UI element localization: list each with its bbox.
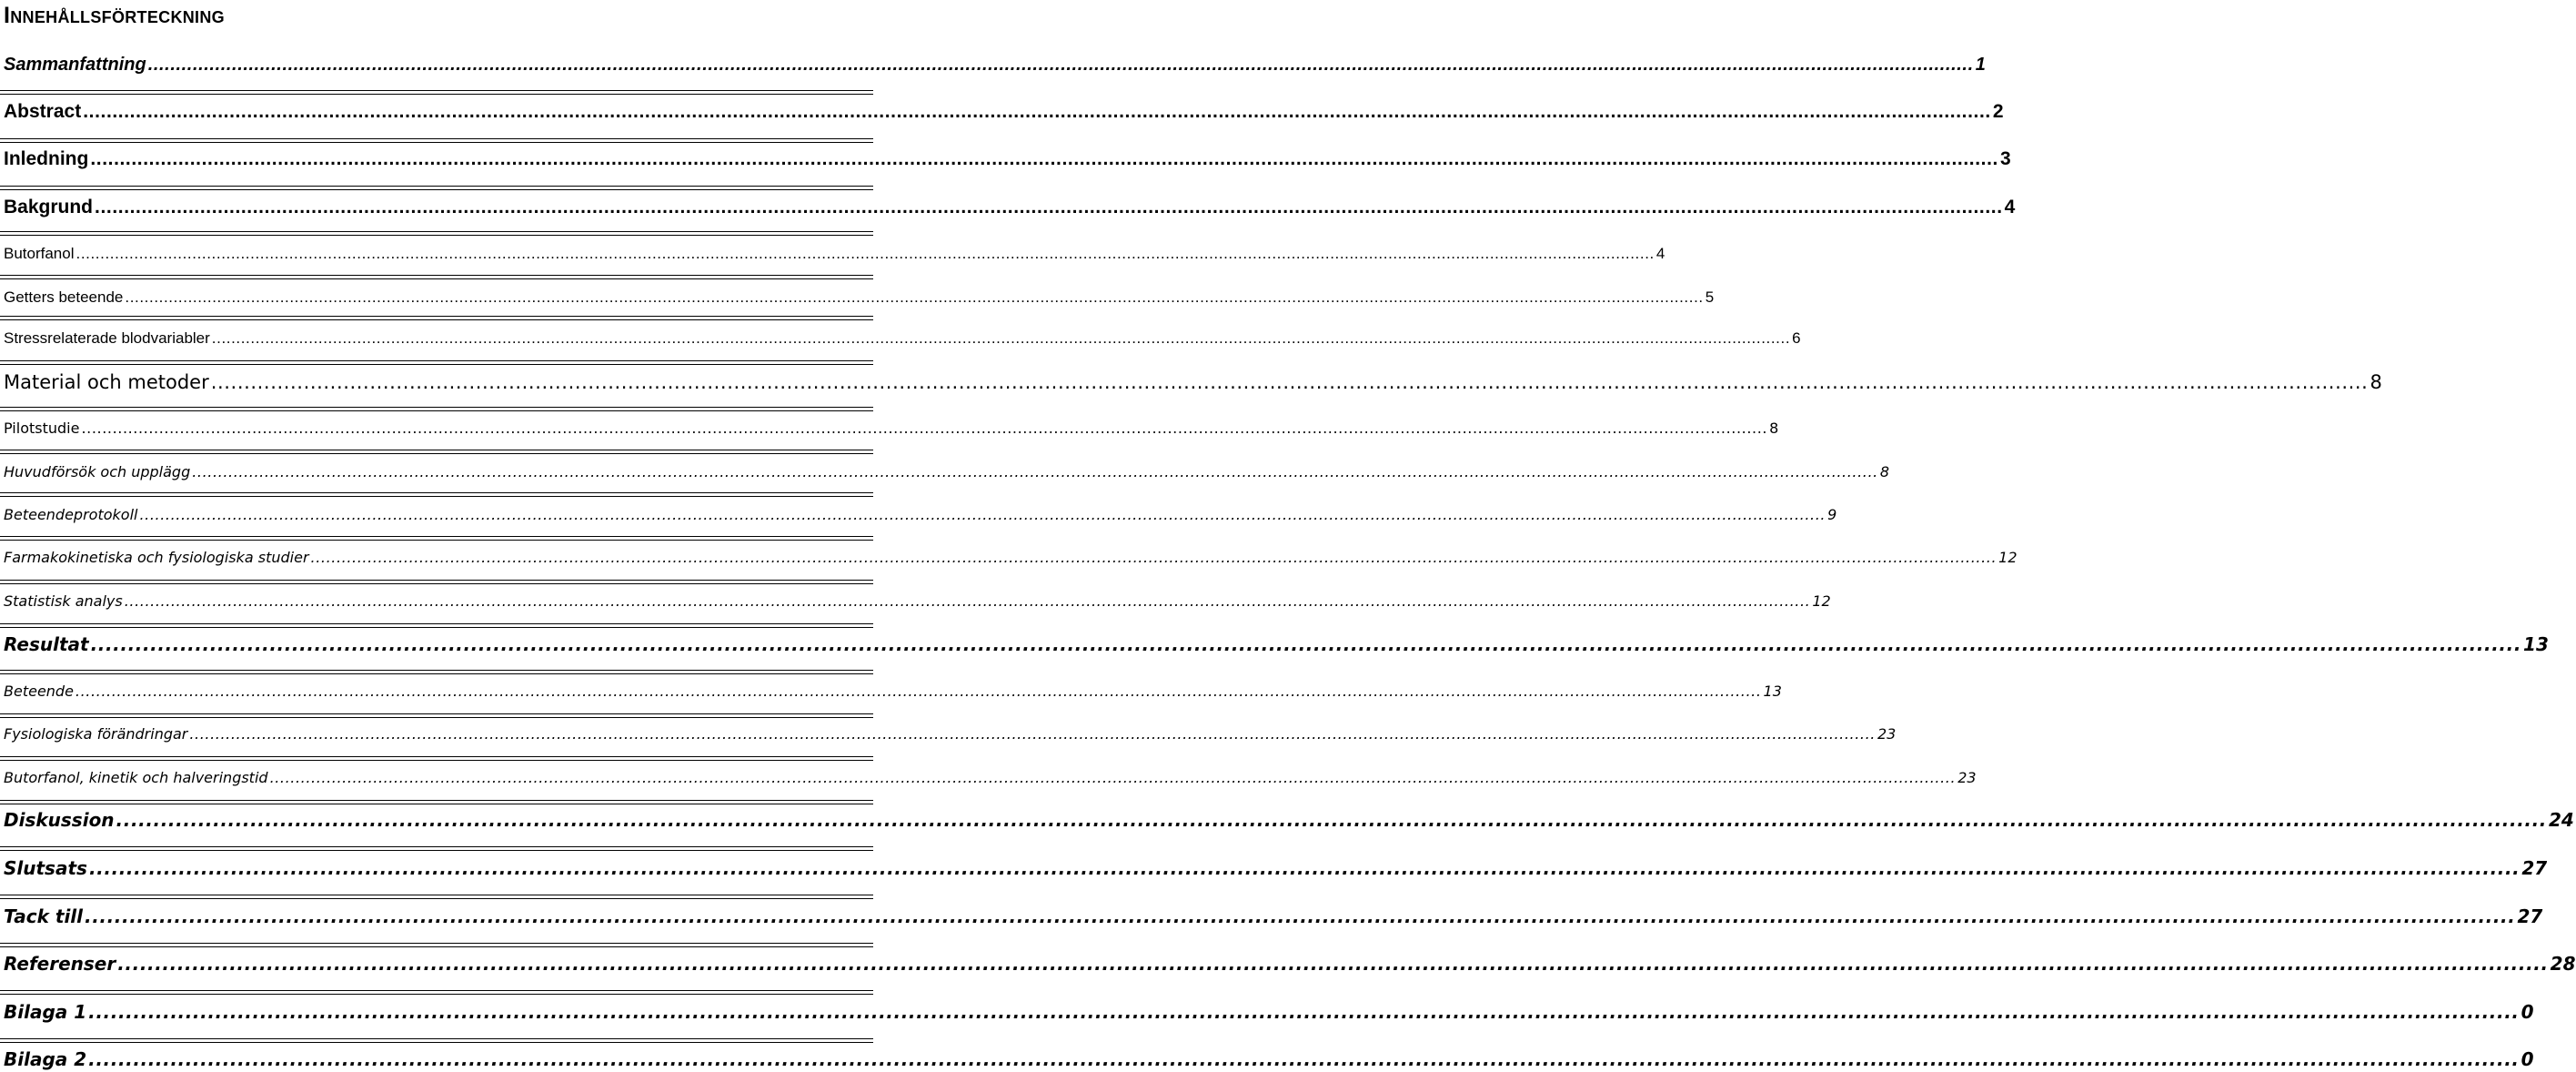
dot-leader: ...................................................................................................................................................................................................................................................................................................................................... <box>124 592 1811 610</box>
toc-entry-page: 23 <box>1876 723 1896 745</box>
toc-entry-page: 12 <box>1810 591 1830 612</box>
toc-entry-diskussion[interactable] <box>4 808 2574 832</box>
dot-leader: ...................................................................................................................................................................................................................................................................................................................................... <box>95 197 2003 217</box>
divider <box>0 407 873 411</box>
toc-entry-page: 13 <box>1762 681 1782 703</box>
divider <box>0 138 873 143</box>
toc-entry-beteende[interactable] <box>4 679 1782 703</box>
dot-leader: ...................................................................................................................................................................................................................................................................................................................................... <box>90 148 1998 169</box>
toc-entry-huvudforsok-och-upplagg[interactable] <box>4 460 1890 483</box>
toc-entry-page: 23 <box>1956 767 1976 789</box>
toc-entry-label: Beteendeprotokoll <box>4 506 138 523</box>
toc-entry-material-och-metoder[interactable] <box>4 370 2382 394</box>
toc-entry-label: Bakgrund <box>4 197 94 217</box>
toc-entry-label: Bilaga 2 <box>4 1048 87 1070</box>
dot-leader: ...................................................................................................................................................................................................................................................................................................................................... <box>75 683 1762 700</box>
dot-leader: ...................................................................................................................................................................................................................................................................................................................................... <box>139 506 1826 523</box>
dot-leader: ...................................................................................................................................................................................................................................................................................................................................... <box>88 857 2521 879</box>
toc-entry-label: Fysiologiska förändringar <box>4 725 188 743</box>
toc-entry-label: Bilaga 1 <box>4 1001 87 1023</box>
toc-entry-bilaga-2[interactable] <box>4 1047 2534 1071</box>
toc-entry-page: 27 <box>2517 905 2543 927</box>
divider <box>0 895 873 899</box>
toc-entry-resultat[interactable] <box>4 632 2549 656</box>
divider <box>0 492 873 497</box>
toc-entry-page: 6 <box>1790 328 1800 349</box>
toc-entry-beteendeprotokoll[interactable] <box>4 502 1837 526</box>
dot-leader: ...................................................................................................................................................................................................................................................................................................................................... <box>310 549 1997 566</box>
toc-entry-label: Diskussion <box>4 809 115 831</box>
toc-entry-bakgrund[interactable] <box>4 196 2016 219</box>
dot-leader: ...................................................................................................................................................................................................................................................................................................................................... <box>117 953 2549 975</box>
dot-leader: ...................................................................................................................................................................................................................................................................................................................................... <box>83 101 1991 122</box>
toc-entry-label: Resultat <box>4 633 89 655</box>
dot-leader: ...................................................................................................................................................................................................................................................................................................................................... <box>90 633 2522 655</box>
toc-entry-page: 3 <box>1999 148 2011 169</box>
divider <box>0 990 873 995</box>
divider <box>0 90 873 95</box>
toc-entry-getters-beteende[interactable] <box>4 285 1715 308</box>
divider <box>0 800 873 804</box>
divider <box>0 756 873 761</box>
toc-entry-page: 0 <box>2521 1048 2534 1070</box>
toc-entry-label: Slutsats <box>4 857 87 879</box>
divider <box>0 186 873 190</box>
toc-entry-label: Sammanfattning <box>4 55 146 75</box>
toc-entry-label: Tack till <box>4 905 84 927</box>
divider <box>0 623 873 628</box>
divider <box>0 580 873 584</box>
divider <box>0 846 873 851</box>
divider <box>0 713 873 718</box>
divider <box>0 275 873 279</box>
dot-leader: ...................................................................................................................................................................................................................................................................................................................................... <box>192 463 1878 480</box>
toc-entry-page: 28 <box>2550 953 2576 975</box>
divider <box>0 1038 873 1043</box>
toc-entry-bilaga-1[interactable] <box>4 1000 2534 1024</box>
toc-entry-pilotstudie[interactable] <box>4 416 1779 440</box>
toc-entry-page: 12 <box>1997 547 2017 569</box>
toc-entry-page: 4 <box>1655 243 1665 265</box>
dot-leader: ...................................................................................................................................................................................................................................................................................................................................... <box>75 245 1655 262</box>
dot-leader: ...................................................................................................................................................................................................................................................................................................................................... <box>88 1001 2520 1023</box>
toc-entry-label: Farmakokinetiska och fysiologiska studier <box>4 549 309 566</box>
toc-entry-sammanfattning[interactable] <box>4 53 1986 76</box>
dot-leader: ...................................................................................................................................................................................................................................................................................................................................... <box>81 420 1768 437</box>
toc-entry-stressrelaterade-blodvariabler[interactable] <box>4 326 1801 349</box>
toc-entry-slutsats[interactable] <box>4 856 2548 880</box>
divider <box>0 536 873 541</box>
dot-leader: ...................................................................................................................................................................................................................................................................................................................................... <box>211 329 1791 347</box>
toc-entry-page: 9 <box>1826 504 1836 526</box>
toc-entry-label: Inledning <box>4 148 89 169</box>
dot-leader: ...................................................................................................................................................................................................................................................................................................................................... <box>125 288 1704 306</box>
toc-entry-page: 8 <box>1878 461 1889 483</box>
dot-leader: ...................................................................................................................................................................................................................................................................................................................................... <box>116 809 2547 831</box>
toc-entry-butorfanol[interactable] <box>4 241 1665 265</box>
toc-entry-page: 5 <box>1704 287 1714 308</box>
toc-entry-page: 8 <box>2370 371 2382 393</box>
toc-entry-page: 2 <box>1992 101 2004 122</box>
toc-entry-butorfanol-kinetik[interactable] <box>4 765 1977 789</box>
toc-entry-label: Getters beteende <box>4 288 124 306</box>
toc-entry-page: 24 <box>2548 809 2574 831</box>
divider <box>0 943 873 947</box>
toc-title: Innehållsförteckning <box>4 3 225 28</box>
toc-entry-label: Butorfanol <box>4 245 75 262</box>
toc-entry-label: Butorfanol, kinetik och halveringstid <box>4 769 268 786</box>
toc-entry-label: Stressrelaterade blodvariabler <box>4 329 210 347</box>
toc-entry-referenser[interactable] <box>4 952 2576 976</box>
toc-entry-label: Statistisk analys <box>4 592 123 610</box>
toc-entry-page: 13 <box>2523 633 2549 655</box>
toc-entry-page: 0 <box>2521 1001 2534 1023</box>
toc-entry-inledning[interactable] <box>4 147 2011 171</box>
toc-entry-page: 1 <box>1975 55 1986 75</box>
divider <box>0 231 873 236</box>
divider <box>0 450 873 454</box>
toc-entry-fysiologiska-forandringar[interactable] <box>4 722 1897 745</box>
dot-leader: ...................................................................................................................................................................................................................................................................................................................................... <box>269 769 1957 786</box>
toc-entry-page: 8 <box>1767 418 1778 440</box>
toc-entry-label: Referenser <box>4 953 116 975</box>
toc-entry-label: Beteende <box>4 683 74 700</box>
dot-leader: ...................................................................................................................................................................................................................................................................................................................................... <box>189 725 1876 743</box>
toc-entry-label: Material och metoder <box>4 371 209 393</box>
dot-leader: ...................................................................................................................................................................................................................................................................................................................................... <box>147 55 1974 75</box>
toc-entry-abstract[interactable] <box>4 100 2004 124</box>
toc-entry-farmakokinetiska-studier[interactable] <box>4 545 2018 569</box>
divider <box>0 316 873 320</box>
dot-leader: ...................................................................................................................................................................................................................................................................................................................................... <box>88 1048 2520 1070</box>
toc-entry-label: Huvudförsök och upplägg <box>4 463 191 480</box>
toc-entry-label: Abstract <box>4 101 82 122</box>
dot-leader: ...................................................................................................................................................................................................................................................................................................................................... <box>85 905 2516 927</box>
toc-entry-label: Pilotstudie <box>4 420 80 437</box>
divider <box>0 670 873 674</box>
toc-entry-page: 4 <box>2004 197 2016 217</box>
toc-entry-page: 27 <box>2521 857 2548 879</box>
toc-entry-statistisk-analys[interactable] <box>4 589 1831 612</box>
toc-entry-tack-till[interactable] <box>4 905 2543 928</box>
divider <box>0 360 873 365</box>
dot-leader: ...................................................................................................................................................................................................................................................................................................................................... <box>210 371 2369 393</box>
